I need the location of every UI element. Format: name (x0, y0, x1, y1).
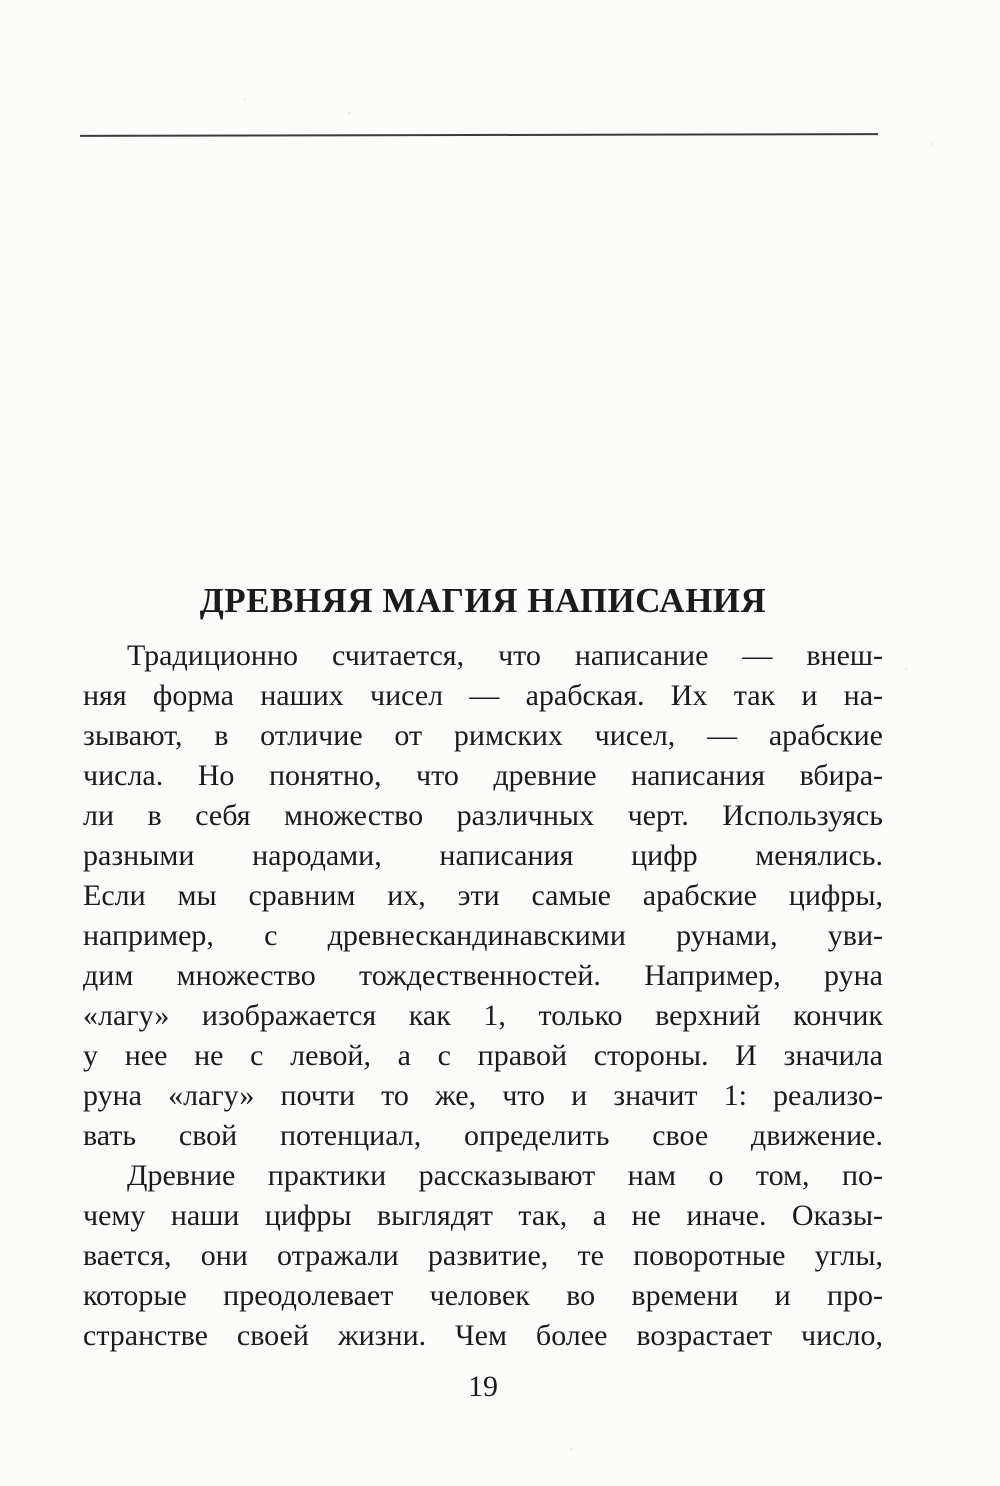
scan-speck (570, 1448, 573, 1450)
scan-speck (348, 112, 351, 114)
text-line: разными народами, написания цифр менялись. (83, 839, 883, 872)
text-line: числа. Но понятно, что древние написания вбира- (83, 759, 883, 792)
text-line: чему наши цифры выглядят так, а не иначе. Оказы- (83, 1199, 883, 1232)
page-number: 19 (468, 1370, 498, 1403)
text-line: странстве своей жизни. Чем более возрастает число, (83, 1319, 883, 1352)
text-line: Если мы сравним их, эти самые арабские цифры, (83, 879, 883, 912)
text-line: вать свой потенциал, определить свое движение. (83, 1119, 883, 1152)
text-line: «лагу» изображается как 1, только верхний кончик (83, 999, 883, 1032)
text-line: Традиционно считается, что написание — внеш- (127, 639, 883, 672)
scan-speck (244, 98, 246, 100)
text-line: няя форма наших чисел — арабская. Их так и на- (83, 679, 883, 712)
text-line: у нее не с левой, а с правой стороны. И значила (83, 1039, 883, 1072)
text-line: ли в себя множество различных черт. Используясь (83, 799, 883, 832)
paragraph (83, 1156, 883, 1356)
paragraph (83, 636, 883, 1156)
text-line: зывают, в отличие от римских чисел, — арабские (83, 719, 883, 752)
text-line: Древние практики рассказывают нам о том, по- (127, 1159, 883, 1192)
text-line: вается, они отражали развитие, те поворотные углы, (83, 1239, 883, 1272)
scan-speck (905, 668, 907, 670)
chapter-title: ДРЕВНЯЯ МАГИЯ НАПИСАНИЯ (199, 581, 767, 621)
header-rule (80, 133, 878, 137)
body-text (83, 636, 883, 1356)
text-line: дим множество тождественностей. Например, руна (83, 959, 883, 992)
scan-speck (931, 143, 933, 145)
text-line: руна «лагу» почти то же, что и значит 1: реализо- (83, 1079, 883, 1112)
text-line: например, с древнескандинавскими рунами, уви- (83, 919, 883, 952)
text-line: которые преодолевает человек во времени и про- (83, 1279, 883, 1312)
